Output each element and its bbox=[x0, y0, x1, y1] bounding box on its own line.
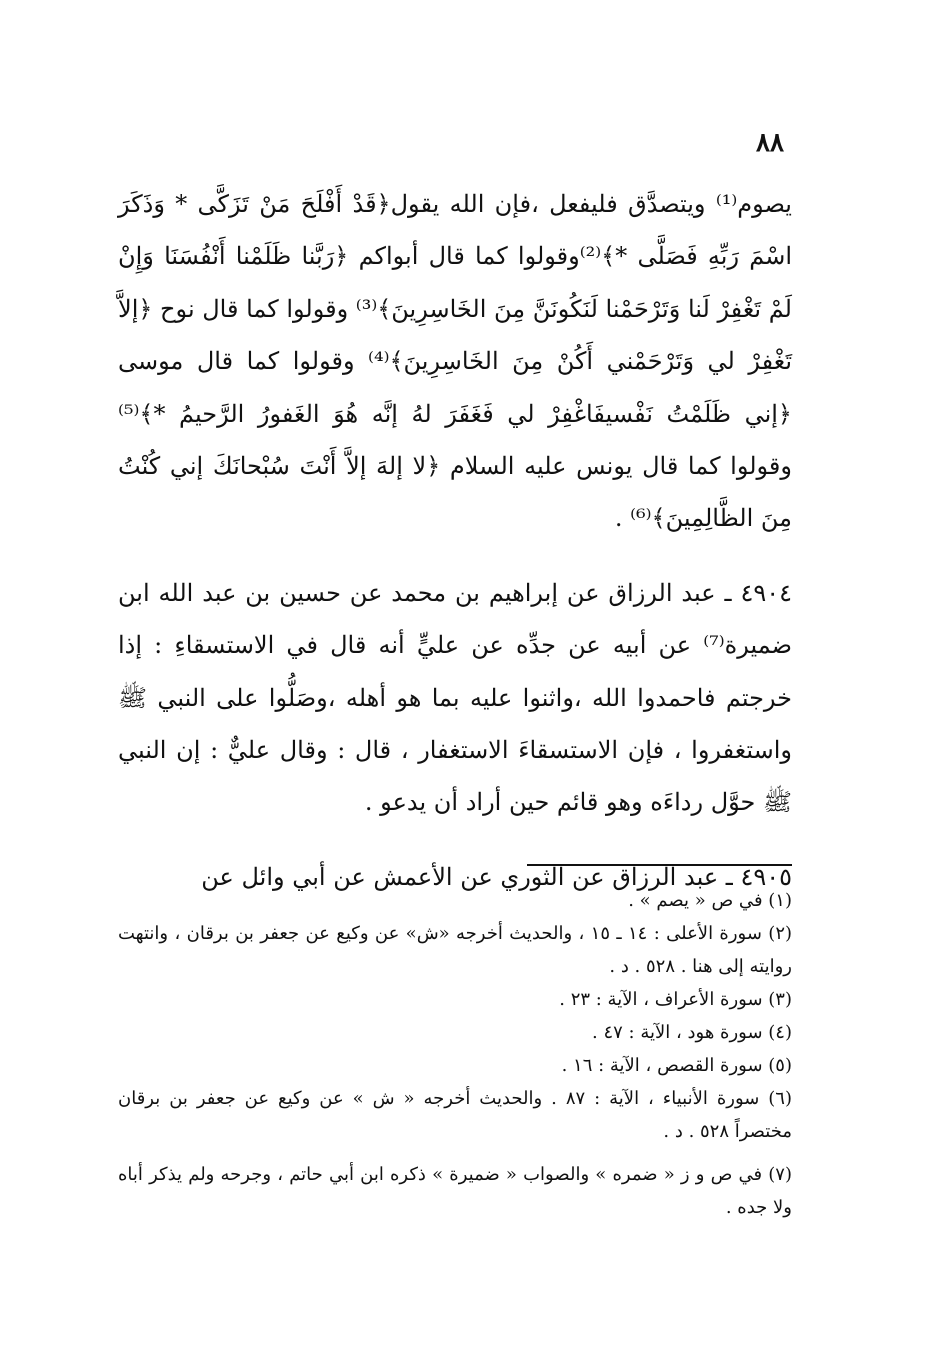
paragraph-intro: يصوم⁽¹⁾ ويتصدَّق فليفعل ،فإن الله يقول﴿قَدْ أَفْلَحَ مَنْ تَزَكَّى * وَذَكَرَ اسْمَ رَبِّهِ فَصَلَّى *﴾⁽²⁾وقولوا كما قال أبواكم ﴿رَبَّنا ظَلَمْنا أَنْفُسَنَا وَإِنْ لَمْ تَغْفِرْ لَنا وَتَرْحَمْنا لَنَكُونَنَّ مِنَ الخَاسِرِينَ﴾⁽³⁾ وقولوا كما قال نوح ﴿إلاَّ تَغْفِرْ لي وَتَرْحَمْني أَكُنْ مِنَ الخَاسِرِينَ﴾⁽⁴⁾ وقولوا كما قال موسى ﴿إني ظَلَمْتُ نَفْسيفَاغْفِرْ لي فَغَفَرَ لهُ إنَّه هُوَ الغَفورُ الرَّحيمُ *﴾⁽⁵⁾وقولوا كما قال يونس عليه السلام ﴿لا إلهَ إلاَّ أَنْتَ سُبْحانَكَ إني كُنْتُ مِنَ الظَّالِمِينَ﴾⁽⁶⁾ . bbox=[118, 190, 793, 533]
footnotes bbox=[118, 884, 792, 1224]
hadith-4904: ٤٩٠٤ ـ عبد الرزاق عن إبراهيم بن محمد عن حسين بن عبد الله ابن ضميرة⁽⁷⁾ عن أبيه عن جدِّه عن عليٍّ أنه قال في الاستسقاءِ : إذا خرجتم فاحمدوا الله ،واثنوا عليه بما هو أهله ،وصَلُّوا على النبي ﷺ واستغفروا ، فإن الاستسقاءَ الاستغفار ، قال : وقال عليٌّ : إن النبي ﷺ حوَّل رداءَه وهو قائم حين أراد أن يدعو . bbox=[118, 578, 792, 817]
footnote-2: (٢) سورة الأعلى : ١٤ ـ ١٥ ، والحديث أخرجه «ش» عن وكيع عن جعفر بن برقان ، وانتهت روايته إلى هنا . ٥٢٨ . د . bbox=[118, 923, 793, 977]
page-number: ٨٨ bbox=[756, 128, 784, 158]
footnote-7: (٧) في ص و ز « ضمره » والصواب « ضميرة » ذكره ابن أبي حاتم ، وجرحه ولم يذكر أباه ولا جده . bbox=[118, 1164, 792, 1218]
footnote-5: (٥) سورة القصص ، الآية : ١٦ . bbox=[561, 1055, 792, 1076]
hadith-4905: ٤٩٠٥ ـ عبد الرزاق عن الثوري عن الأعمش عن أبي وائل عن bbox=[201, 862, 792, 891]
footnote-1: (١) في ص « يصم » . bbox=[628, 890, 792, 911]
footnote-6: (٦) سورة الأنبياء ، الآية : ٨٧ . والحديث أخرجه « ش » عن وكيع عن جعفر بن برقان مختصراً ٥٢٨ . د . bbox=[118, 1088, 792, 1142]
footnote-separator bbox=[527, 864, 792, 866]
main-text bbox=[118, 178, 792, 903]
footnote-3: (٣) سورة الأعراف ، الآية : ٢٣ . bbox=[559, 989, 792, 1010]
footnote-4: (٤) سورة هود ، الآية : ٤٧ . bbox=[592, 1022, 792, 1043]
